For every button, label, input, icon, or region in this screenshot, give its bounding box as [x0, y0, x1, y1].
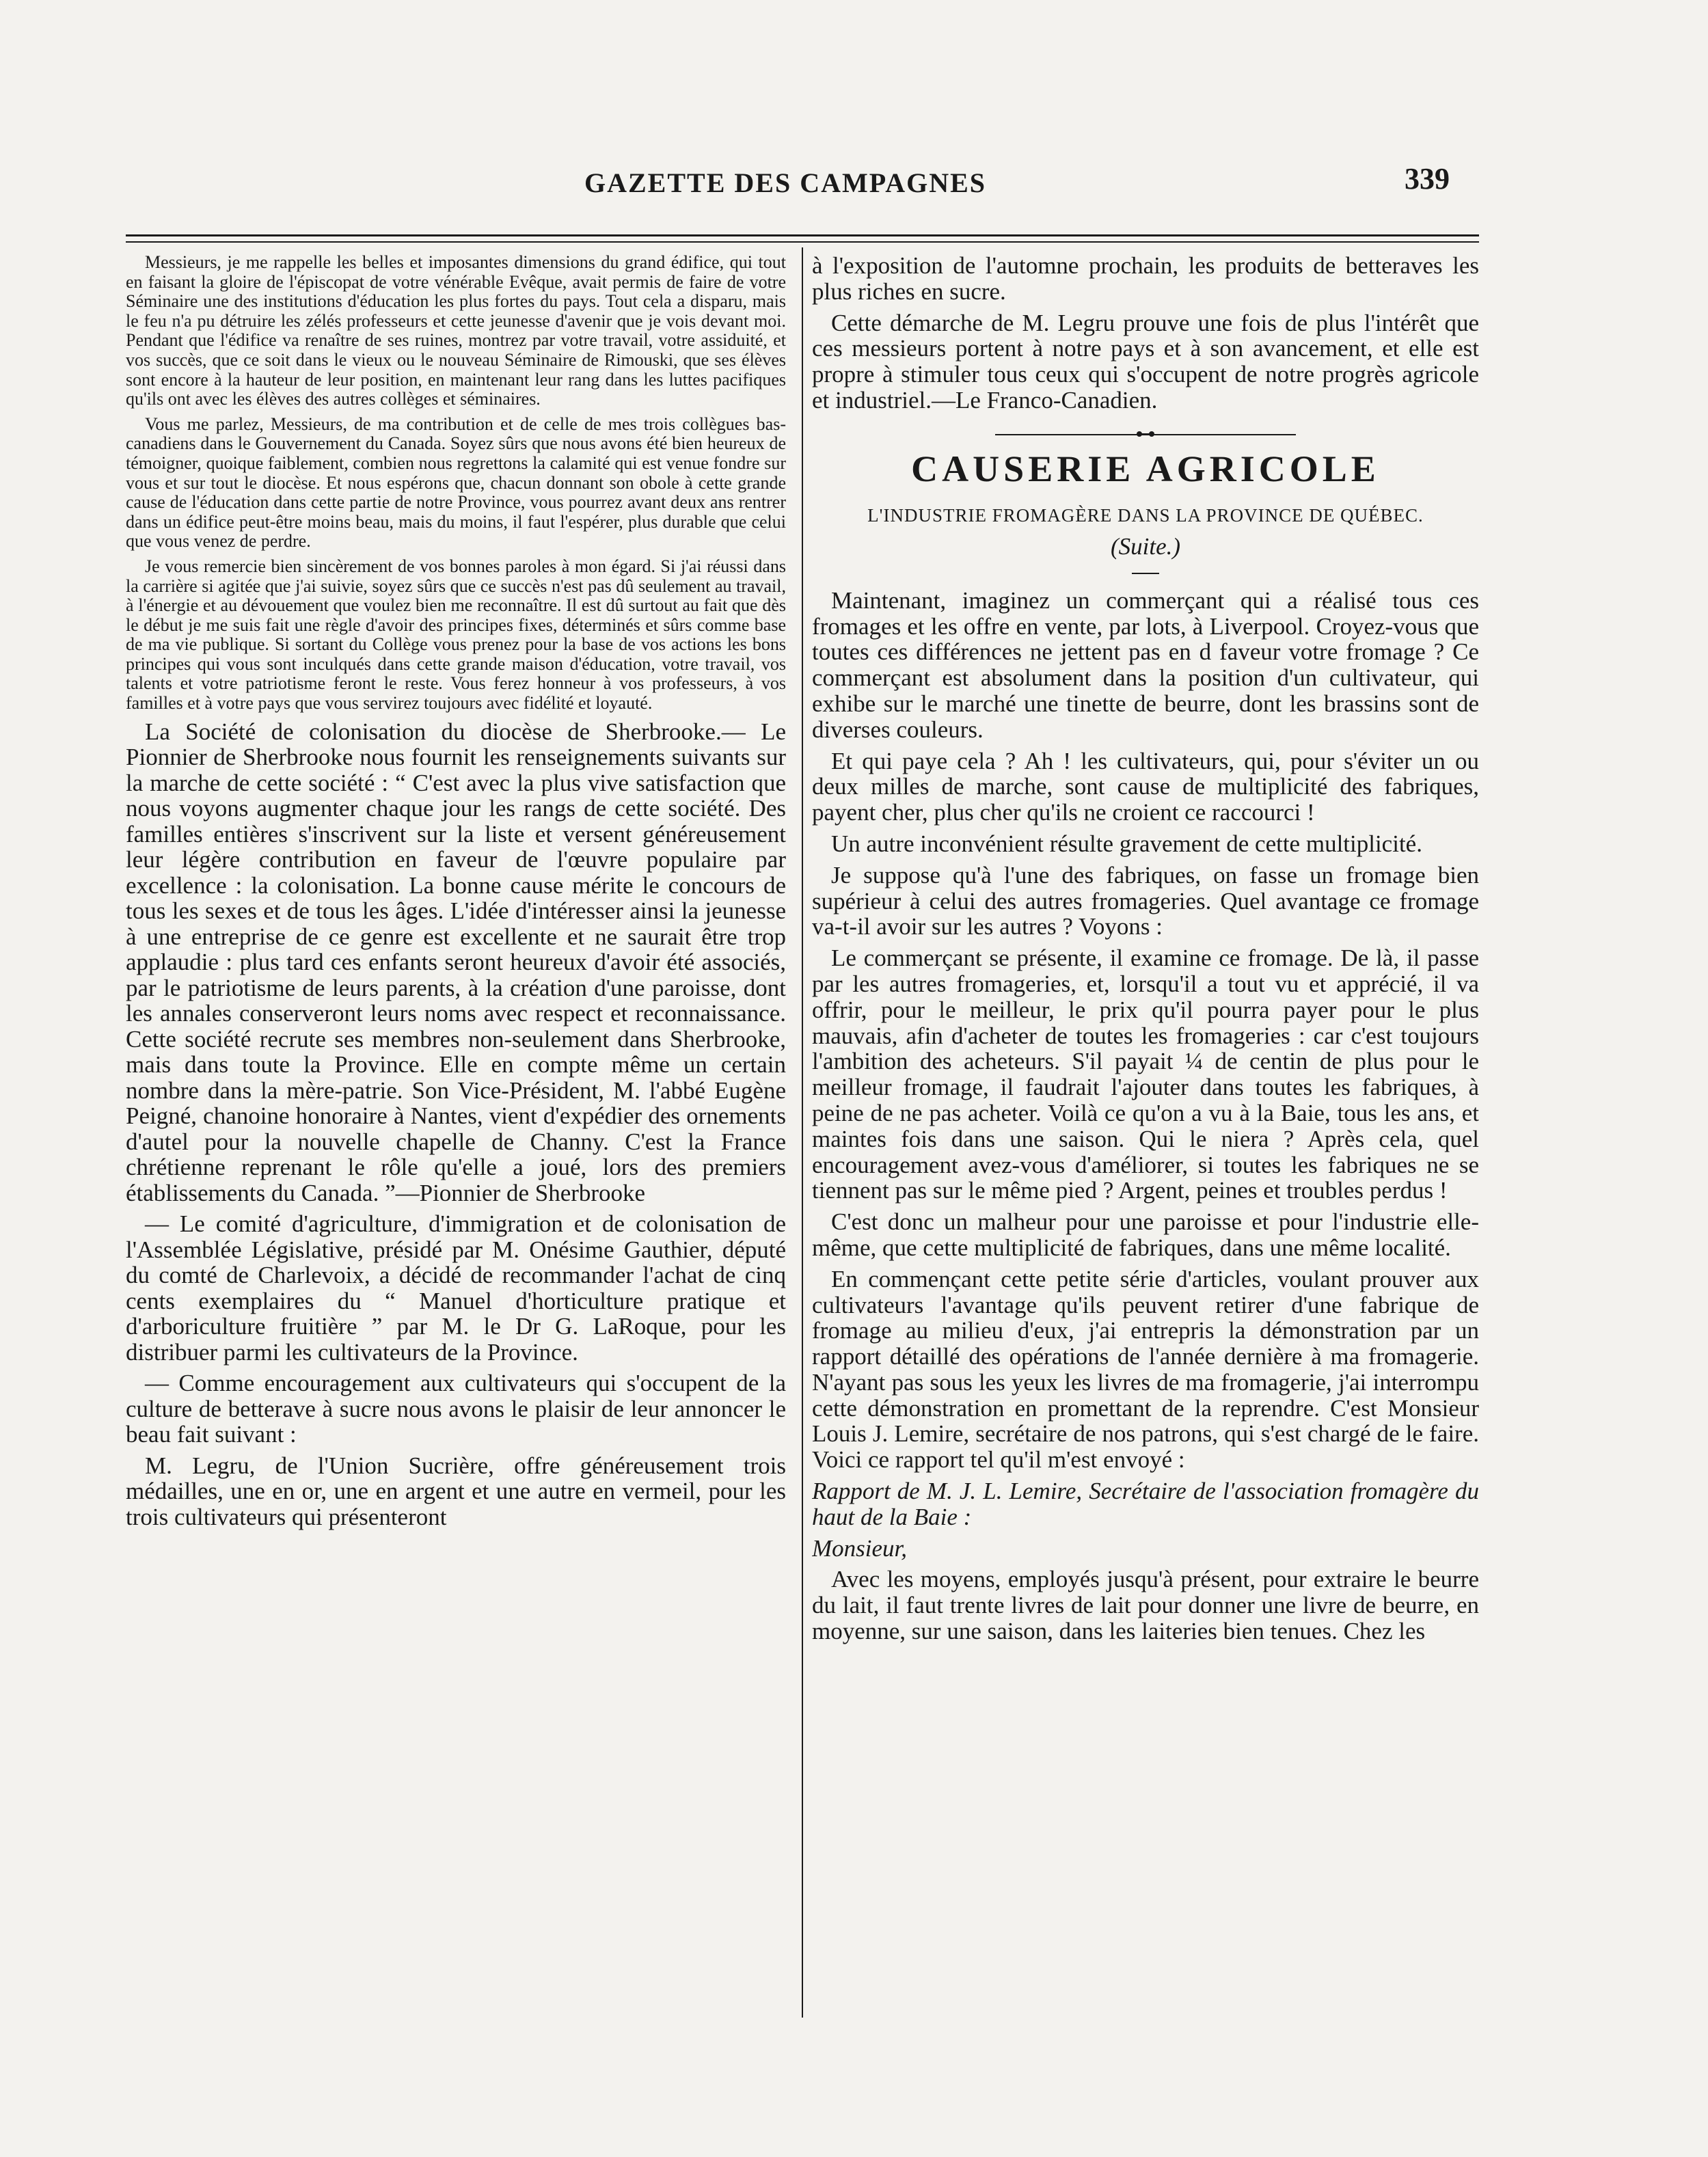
- article-paragraph: Messieurs, je me rappelle les belles et imposantes dimensions du grand édifice, qui tout en faisant la gloire de l'épiscopat de votre vénérable Evêque, avait permis de faire de votre Séminaire une des institutions d'éducation les plus fortes du pays. Tout cela a disparu, mais le feu n'a pu détruire les zélés professeurs et cette jeunesse d'avenir que je vois devant moi. Pendant que l'édifice va renaître de ses ruines, montrez par votre travail, votre assiduité, et vos succès, que ce soit dans le vieux ou le nouveau Séminaire de Rimouski, que ses élèves sont encore à la hauteur de leur position, en maintenant leur rang dans les luttes pacifiques qu'ils ont avec les élèves des autres collèges et séminaires.: [126, 253, 786, 409]
- divider-ornament-icon: [1135, 430, 1156, 438]
- running-header-title: GAZETTE DES CAMPAGNES: [584, 167, 987, 198]
- article-paragraph: Et qui paye cela ? Ah ! les cultivateurs, qui, pour s'éviter un ou deux milles de marche, sont cause de multiplicité des fabriques, payent cher, plus cher qu'ils ne croient ce raccourci !: [812, 747, 1479, 826]
- short-rule: [1132, 573, 1159, 574]
- article-paragraph: C'est donc un malheur pour une paroisse et pour l'industrie elle-même, que cette multiplicité de fabriques, dans une même localité.: [812, 1208, 1479, 1261]
- header-rule: [126, 234, 1479, 243]
- section-divider: [995, 434, 1296, 435]
- article-paragraph: M. Legru, de l'Union Sucrière, offre généreusement trois médailles, une en or, une en argent et une autre en vermeil, pour les trois cultivateurs qui présenteront: [126, 1452, 786, 1530]
- salutation: Monsieur,: [812, 1534, 908, 1562]
- right-column: [812, 253, 1479, 2023]
- left-column: [126, 253, 786, 2023]
- article-paragraph: Vous me parlez, Messieurs, de ma contribution et de celle de mes trois collègues bas-canadiens dans le Gouvernement du Canada. Soyez sûrs que nous avons été bien heureux de témoigner, quoique faiblement, combien nous regrettons la calamité qui est venue fondre sur vous et sur tout le diocèse. Et nous espérons que, chacun donnant son obole à cette grande cause de l'éducation dans cette partie de notre Province, vous pourrez avant deux ans rentrer dans un édifice peut-être moins beau, mais du moins, il faut l'espérer, plus durable que celui que vous venez de perdre.: [126, 413, 786, 552]
- section-title: CAUSERIE AGRICOLE: [911, 448, 1380, 489]
- article-paragraph: — Comme encouragement aux cultivateurs qui s'occupent de la culture de betterave à sucre nous avons le plaisir de leur annoncer le beau fait suivant :: [126, 1370, 786, 1448]
- article-paragraph: Avec les moyens, employés jusqu'à présent, pour extraire le beurre du lait, il faut trente livres de lait pour donner une livre de beurre, en moyenne, sur une saison, dans les laiteries bien tenues. Chez les: [812, 1566, 1479, 1645]
- column-divider: [802, 247, 803, 2018]
- report-heading: Rapport de M. J. L. Lemire, Secrétaire de l'association fromagère du haut de la Baie :: [812, 1478, 1479, 1530]
- article-paragraph: Le commerçant se présente, il examine ce fromage. De là, il passe par les autres fromageries, et, lorsqu'il a tout vu et apprécié, il va offrir, pour le meilleur, le prix qu'il pourra payer pour le plus mauvais, afin d'acheter de toutes les fromageries : car c'est toujours l'ambition des acheteurs. S'il payait ¼ de centin de plus pour le meilleur fromage, il faudrait l'ajouter dans toutes les fabriques, à peine de ne pas acheter. Voilà ce qu'on a vu à la Baie, tous les ans, et maintes fois dans une saison. Qui le niera ? Après cela, quel encouragement avez-vous d'améliorer, si toutes les fabriques ne se tiennent pas sur le même pied ? Argent, peines et troubles perdus !: [812, 945, 1479, 1204]
- article-paragraph: Cette démarche de M. Legru prouve une fois de plus l'intérêt que ces messieurs portent à notre pays et à son avancement, et elle est propre à stimuler tous ceux qui s'occupent de notre progrès agricole et industriel.—Le Franco-Canadien.: [812, 309, 1479, 413]
- article-paragraph: Maintenant, imaginez un commerçant qui a réalisé tous ces fromages et les offre en vente, par lots, à Liverpool. Croyez-vous que toutes ces différences ne jettent pas en d faveur votre fromage ? Ce commerçant est absolument dans la position d'un cultivateur, qui exhibe sur le marché une tinette de beurre, dont les brassins sont de diverses couleurs.: [812, 586, 1479, 743]
- page-number: 339: [1405, 162, 1450, 195]
- continued-label: (Suite.): [1110, 532, 1181, 560]
- article-paragraph: — Le comité d'agriculture, d'immigration et de colonisation de l'Assemblée Législative, présidé par M. Onésime Gauthier, député du comté de Charlevoix, a décidé de recommander l'achat de cinq cents exemplaires du “ Manuel d'horticulture pratique et d'arboriculture fruitière ” par M. le Dr G. LaRoque, pour les distribuer parmi les cultivateurs de la Province.: [126, 1210, 786, 1366]
- article-paragraph: En commençant cette petite série d'articles, voulant prouver aux cultivateurs l'avantage qu'ils peuvent retirer d'une fabrique de fromage au milieu d'eux, j'ai entrepris la démonstration par un rapport détaillé des opérations de l'année dernière à ma fromagerie. N'ayant pas sous les yeux les livres de ma fromagerie, j'ai interrompu cette démonstration en promettant de la reprendre. C'est Monsieur Louis J. Lemire, secrétaire de nos patrons, qui s'est chargé de le faire. Voici ce rapport tel qu'il m'est envoyé :: [812, 1265, 1479, 1474]
- article-paragraph: Je vous remercie bien sincèrement de vos bonnes paroles à mon égard. Si j'ai réussi dans la carrière si agitée que j'ai suivie, soyez sûrs que ce succès n'est pas dû seulement au travail, à l'énergie et au dévouement que voulez bien me reconnaître. Il est dû surtout au fait que dès le début je me suis fait une règle d'avoir des principes fixes, déterminés et sûrs comme base de ma vie publique. Si sortant du Collège vous prenez pour la base de vos actions les bons principes qui vous sont inculqués dans cette grande maison d'éducation, votre travail, vos talents et votre patriotisme feront le reste. Vous ferez honneur à vos professeurs, à vos familles et à votre pays que vous servirez toujours avec fidélité et loyauté.: [126, 556, 786, 714]
- article-paragraph: La Société de colonisation du diocèse de Sherbrooke.— Le Pionnier de Sherbrooke nous fournit les renseignements suivants sur la marche de cette société : “ C'est avec la plus vive satisfaction que nous voyons augmenter chaque jour les rangs de cette société. Des familles entières s'inscrivent sur la liste et versent généreusement leur légère contribution en faveur de l'œuvre populaire par excellence : la colonisation. La bonne cause mérite le concours de tous les sexes et de tous les âges. L'idée d'intéresser ainsi la jeunesse à une entreprise de ce genre est excellente et ne saurait être trop applaudie : plus tard ces enfants seront heureux d'avoir été associés, par le patriotisme de leurs parents, à la création d'une paroisse, dont les annales conserveront leurs noms avec respect et reconnaissance. Cette société recrute ses membres non-seulement dans Sherbrooke, mais dans toute la Province. Elle en compte même un certain nombre dans la mère-patrie. Son Vice-Président, M. l'abbé Eugène Peigné, chanoine honoraire à Nantes, vient d'expédier des ornements d'autel pour la nouvelle chapelle de Channy. C'est la France chrétienne reprenant le rôle qu'elle a joué, lors des premiers établissements du Canada. ”—Pionnier de Sherbrooke: [126, 718, 786, 1206]
- section-subtitle: L'INDUSTRIE FROMAGÈRE DANS LA PROVINCE DE QUÉBEC.: [867, 504, 1424, 526]
- article-paragraph: à l'exposition de l'automne prochain, les produits de betteraves les plus riches en sucre.: [812, 253, 1479, 305]
- article-paragraph: Je suppose qu'à l'une des fabriques, on fasse un fromage bien supérieur à celui des autres fromageries. Quel avantage ce fromage va-t-il avoir sur les autres ? Voyons :: [812, 861, 1479, 940]
- article-paragraph: Un autre inconvénient résulte gravement de cette multiplicité.: [831, 830, 1422, 857]
